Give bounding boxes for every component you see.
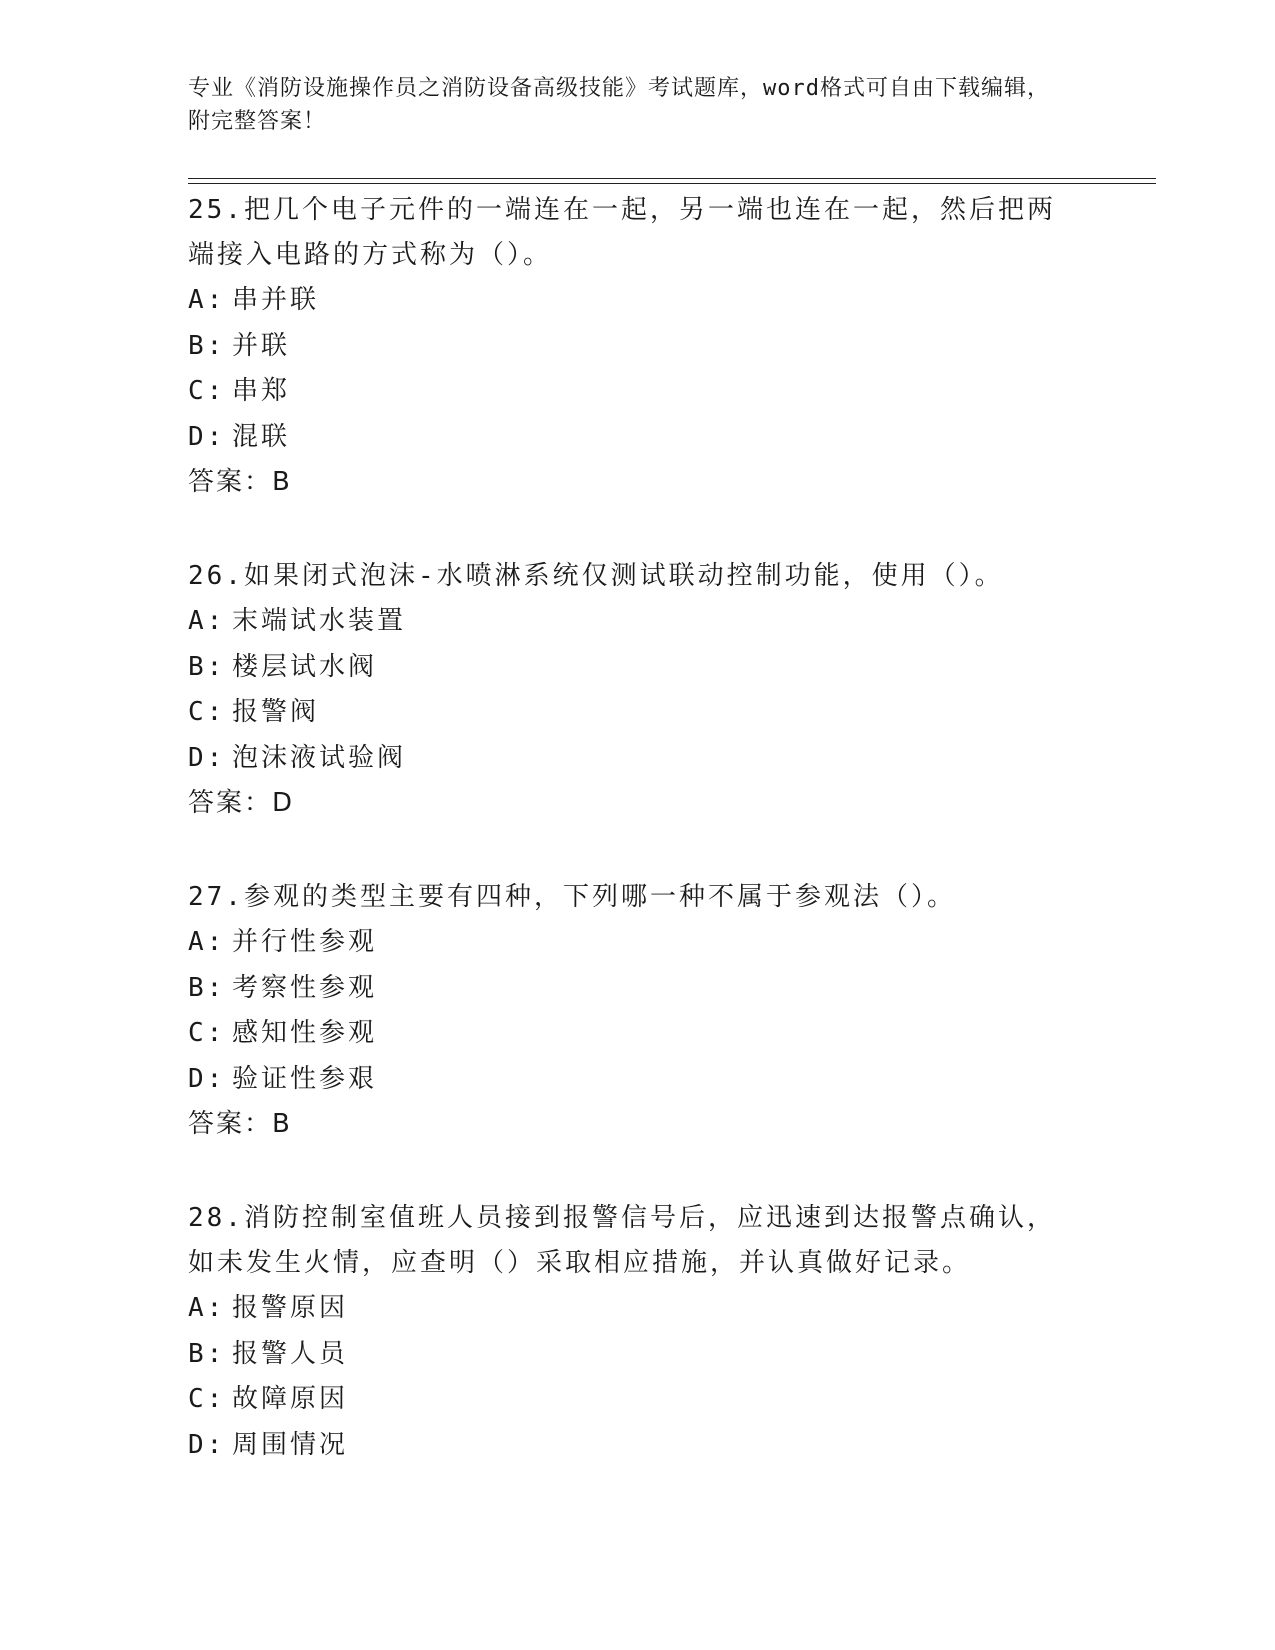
document-intro: 专业《消防设施操作员之消防设备高级技能》考试题库，word格式可自由下载编辑，附完整答案！ xyxy=(188,76,1050,134)
option-c xyxy=(188,369,1088,415)
answer-line: 答案：B xyxy=(188,1109,292,1139)
option-key: D: xyxy=(188,1429,226,1460)
option-a xyxy=(188,599,1088,645)
option-key: A: xyxy=(188,606,226,636)
option-a xyxy=(188,920,1088,966)
option-text: 报警原因 xyxy=(232,1293,349,1323)
option-key: C: xyxy=(188,1384,226,1414)
option-text: 考察性参观 xyxy=(232,972,378,1003)
option-key: B: xyxy=(188,972,226,1003)
option-key: C: xyxy=(188,697,226,727)
option-a xyxy=(188,1286,1088,1332)
option-text: 楼层试水阀 xyxy=(232,651,378,682)
question-stem: 25.把几个电子元件的一端连在一起，另一端也连在一起，然后把两端接入电路的方式称为（）。 xyxy=(188,195,1056,270)
option-key: A: xyxy=(188,285,226,315)
option-text: 周围情况 xyxy=(232,1429,349,1460)
option-key: A: xyxy=(188,927,226,957)
option-b xyxy=(188,966,1088,1012)
header-divider-top xyxy=(188,178,1156,179)
question-28 xyxy=(188,1196,1088,1468)
option-text: 故障原因 xyxy=(232,1384,349,1414)
option-key: B: xyxy=(188,651,226,682)
option-text: 验证性参艰 xyxy=(232,1063,378,1094)
question-stem: 27.参观的类型主要有四种，下列哪一种不属于参观法（）。 xyxy=(188,882,956,912)
option-key: D: xyxy=(188,1063,226,1094)
question-27 xyxy=(188,875,1088,1147)
option-key: A: xyxy=(188,1293,226,1323)
option-text: 泡沫液试验阀 xyxy=(232,742,407,773)
answer-line: 答案：B xyxy=(188,467,292,497)
option-text: 报警人员 xyxy=(232,1338,349,1369)
option-c xyxy=(188,1377,1088,1423)
option-text: 并行性参观 xyxy=(232,927,378,957)
question-list xyxy=(188,188,1088,1517)
question-stem: 28.消防控制室值班人员接到报警信号后，应迅速到达报警点确认，如未发生火情，应查明（）采取相应措施，并认真做好记录。 xyxy=(188,1203,1056,1278)
option-text: 末端试水装置 xyxy=(232,606,407,636)
option-d xyxy=(188,1057,1088,1103)
option-text: 串郑 xyxy=(232,376,291,406)
option-key: B: xyxy=(188,1338,226,1369)
option-d xyxy=(188,415,1088,461)
option-text: 感知性参观 xyxy=(232,1018,378,1048)
option-d xyxy=(188,736,1088,782)
header-divider-bottom xyxy=(188,183,1156,184)
option-key: C: xyxy=(188,1018,226,1048)
option-b xyxy=(188,1332,1088,1378)
option-key: D: xyxy=(188,742,226,773)
answer-line: 答案：D xyxy=(188,788,295,818)
question-stem: 26.如果闭式泡沫-水喷淋系统仅测试联动控制功能，使用（）。 xyxy=(188,561,1004,591)
option-b xyxy=(188,645,1088,691)
option-text: 并联 xyxy=(232,330,291,361)
option-c xyxy=(188,690,1088,736)
option-key: C: xyxy=(188,376,226,406)
question-25 xyxy=(188,188,1088,505)
option-key: B: xyxy=(188,330,226,361)
option-text: 串并联 xyxy=(232,285,320,315)
question-26 xyxy=(188,554,1088,826)
option-text: 混联 xyxy=(232,421,291,452)
option-key: D: xyxy=(188,421,226,452)
option-d xyxy=(188,1423,1088,1469)
option-b xyxy=(188,324,1088,370)
option-c xyxy=(188,1011,1088,1057)
option-a xyxy=(188,278,1088,324)
option-text: 报警阀 xyxy=(232,697,320,727)
